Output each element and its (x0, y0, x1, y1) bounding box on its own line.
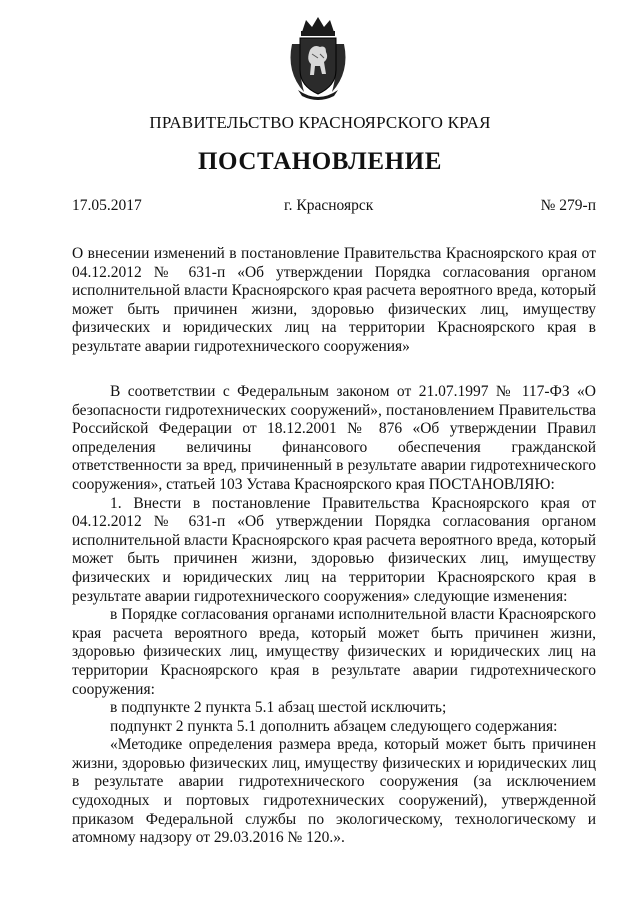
document-number: № 279-п (540, 197, 596, 214)
body-paragraph: «Методике определения размера вреда, который может быть причинен жизни, здоровью физических лиц, имуществу физических и юридических лиц в результате аварии гидротехнического сооружения (за исключением судоходных и портовых гидротехнических сооружений), утвержденной приказом Федеральной службы по экологическому, технологическому и атомному надзору от 29.03.2016 № 120.». (72, 736, 596, 847)
krasnoyarsk-coat-of-arms-icon (284, 14, 352, 100)
document-date: 17.05.2017 (72, 197, 142, 214)
body-paragraph: в Порядке согласования органами исполнительной власти Красноярского края расчета вероятного вреда, который может быть причинен жизни, здоровью физических лиц, имуществу физических и юридических лиц на территории Красноярского края в результате аварии гидротехнического сооружения: (72, 606, 596, 698)
document-city: г. Красноярск (284, 197, 374, 214)
government-name: ПРАВИТЕЛЬСТВО КРАСНОЯРСКОГО КРАЯ (149, 113, 491, 132)
document-type-title: ПОСТАНОВЛЕНИЕ (197, 148, 443, 175)
body-paragraph: 1. Внести в постановление Правительства Красноярского края от 04.12.2012 № 631-п «Об утверждении Порядка согласования органом исполнительной власти Красноярского края расчета вероятного вреда, который может быть причинен жизни, здоровью физических лиц, имуществу физических и юридических лиц на территории Красноярского края в результате аварии гидротехнического сооружения» следующие изменения: (72, 494, 596, 605)
body-paragraph: в подпункте 2 пункта 5.1 абзац шестой исключить; (110, 699, 447, 717)
body-paragraph: подпункт 2 пункта 5.1 дополнить абзацем следующего содержания: (110, 717, 558, 735)
document-meta-row (72, 197, 596, 217)
body-paragraph: В соответствии с Федеральным законом от 21.07.1997 № 117-ФЗ «О безопасности гидротехнических сооружений», постановлением Правительства Российской Федерации от 18.12.2001 № 876 «Об утверждении Правил определения величины финансового обеспечения гражданской ответственности за вред, причиненный в результате аварии гидротехнического сооружения», статьей 103 Устава Красноярского края ПОСТАНОВЛЯЮ: (72, 383, 596, 493)
document-subject: О внесении изменений в постановление Правительства Красноярского края от 04.12.2012 № 631-п «Об утверждении Порядка согласования органом исполнительной власти Красноярского края расчета вероятного вреда, который может быть причинен жизни, здоровью физических лиц, имуществу физических и юридических лиц на территории Красноярского края в результате аварии гидротехнического сооружения» (72, 245, 596, 355)
document-body (72, 383, 596, 848)
